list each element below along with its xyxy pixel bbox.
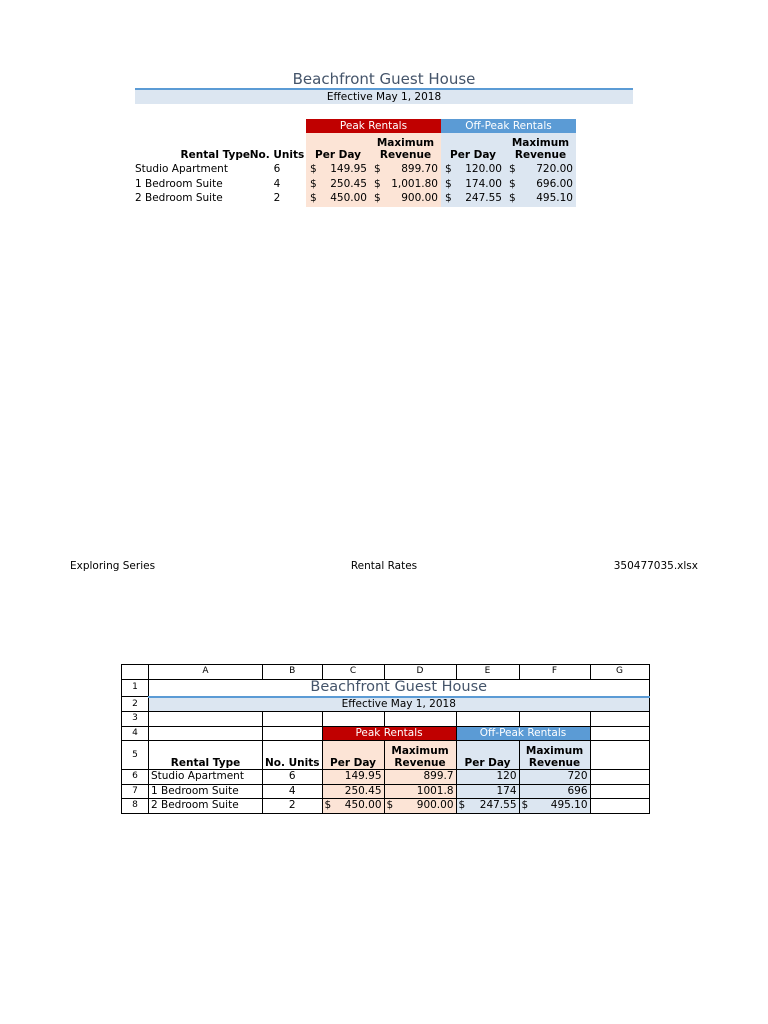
table-row bbox=[135, 191, 576, 206]
rental-type-cell: 2 Bedroom Suite bbox=[135, 192, 223, 204]
grid-rental-type-cell[interactable]: Studio Apartment bbox=[149, 770, 263, 785]
off-day-cell bbox=[441, 177, 505, 192]
currency-sign: $ bbox=[445, 192, 452, 204]
col-header-e[interactable]: E bbox=[456, 665, 519, 680]
value: 450.00 bbox=[330, 192, 367, 204]
value: 900.00 bbox=[416, 799, 454, 812]
grid-row-1 bbox=[122, 679, 650, 697]
spreadsheet-grid bbox=[121, 664, 650, 814]
cell[interactable] bbox=[590, 726, 649, 741]
units-cell: 2 bbox=[273, 192, 281, 204]
header-rental-type: Rental Type bbox=[180, 149, 250, 161]
currency-sign: $ bbox=[310, 192, 317, 204]
row-number[interactable]: 5 bbox=[122, 741, 149, 770]
cell[interactable] bbox=[322, 712, 384, 727]
peak-rentals-band: Peak Rentals bbox=[306, 119, 441, 133]
value: 696.00 bbox=[536, 177, 573, 190]
value: 250.45 bbox=[330, 177, 367, 190]
currency-sign: $ bbox=[374, 192, 381, 204]
grid-row-3 bbox=[122, 712, 650, 727]
grid-title-cell[interactable]: Beachfront Guest House bbox=[149, 679, 650, 697]
grid-row-8 bbox=[122, 799, 650, 814]
grid-header-peak-max-revenue[interactable] bbox=[384, 741, 456, 770]
peak-max-cell bbox=[370, 177, 441, 192]
cell[interactable] bbox=[384, 712, 456, 727]
grid-off-day-cell[interactable]: 120 bbox=[456, 770, 519, 785]
row-number[interactable]: 3 bbox=[122, 712, 149, 727]
grid-off-max-cell[interactable]: 696 bbox=[519, 784, 590, 799]
value: 495.10 bbox=[536, 192, 573, 204]
grid-header-rental-type[interactable]: Rental Type bbox=[149, 741, 263, 770]
header-line2: Revenue bbox=[528, 757, 581, 769]
col-header-g[interactable]: G bbox=[590, 665, 649, 680]
grid-off-max-cell[interactable] bbox=[519, 799, 590, 814]
value: 720.00 bbox=[536, 163, 573, 175]
peak-day-cell bbox=[306, 191, 370, 206]
col-header-a[interactable]: A bbox=[149, 665, 263, 680]
row-number[interactable]: 6 bbox=[122, 770, 149, 785]
currency-sign: $ bbox=[374, 163, 381, 175]
header-off-max-revenue bbox=[505, 137, 576, 161]
units-cell: 6 bbox=[273, 163, 281, 175]
grid-row-6 bbox=[122, 770, 650, 785]
cell[interactable] bbox=[519, 712, 590, 727]
off-max-cell bbox=[505, 177, 576, 192]
column-header-row bbox=[122, 665, 650, 680]
cell[interactable] bbox=[149, 726, 263, 741]
table-row bbox=[135, 177, 576, 192]
header-line1: Maximum bbox=[525, 745, 584, 757]
currency-sign: $ bbox=[310, 163, 317, 175]
header-no-units: No. Units bbox=[249, 149, 305, 161]
grid-row-5 bbox=[122, 741, 650, 770]
grid-offpeak-band[interactable]: Off-Peak Rentals bbox=[456, 726, 590, 741]
grid-peak-day-cell[interactable] bbox=[322, 799, 384, 814]
currency-sign: $ bbox=[445, 177, 452, 190]
rental-type-cell: 1 Bedroom Suite bbox=[135, 177, 223, 190]
value: 899.70 bbox=[401, 163, 438, 175]
cell[interactable] bbox=[456, 712, 519, 727]
grid-subtitle-cell[interactable]: Effective May 1, 2018 bbox=[149, 697, 650, 712]
peak-max-cell bbox=[370, 191, 441, 206]
header-off-max-line1: Maximum bbox=[511, 137, 570, 149]
peak-max-cell bbox=[370, 162, 441, 177]
footer-center: Rental Rates bbox=[350, 560, 418, 572]
col-header-f[interactable]: F bbox=[519, 665, 590, 680]
offpeak-rentals-band: Off-Peak Rentals bbox=[441, 119, 576, 133]
grid-header-peak-per-day[interactable]: Per Day bbox=[322, 741, 384, 770]
grid-rental-type-cell[interactable]: 1 Bedroom Suite bbox=[149, 784, 263, 799]
header-peak-max-line1: Maximum bbox=[376, 137, 435, 149]
currency-sign: $ bbox=[310, 177, 317, 190]
value: 450.00 bbox=[344, 799, 382, 812]
off-max-cell bbox=[505, 191, 576, 206]
grid-off-day-cell[interactable] bbox=[456, 799, 519, 814]
value: 247.55 bbox=[479, 799, 517, 812]
grid-header-off-max-revenue[interactable] bbox=[519, 741, 590, 770]
grid-row-7 bbox=[122, 784, 650, 799]
value: 900.00 bbox=[401, 192, 438, 204]
currency-sign: $ bbox=[386, 799, 394, 812]
currency-sign: $ bbox=[324, 799, 332, 812]
col-header-d[interactable]: D bbox=[384, 665, 456, 680]
grid-peak-max-cell[interactable]: 1001.8 bbox=[384, 784, 456, 799]
header-line2: Revenue bbox=[394, 757, 446, 769]
row-number[interactable]: 2 bbox=[122, 697, 149, 712]
currency-sign: $ bbox=[521, 799, 529, 812]
cell[interactable] bbox=[263, 712, 323, 727]
cell[interactable] bbox=[590, 770, 649, 785]
row-number[interactable]: 4 bbox=[122, 726, 149, 741]
grid-header-off-per-day[interactable]: Per Day bbox=[456, 741, 519, 770]
row-number[interactable]: 1 bbox=[122, 679, 149, 697]
top-data-rows bbox=[135, 162, 576, 206]
header-off-max-line2: Revenue bbox=[514, 149, 567, 161]
cell[interactable] bbox=[590, 712, 649, 727]
currency-sign: $ bbox=[458, 799, 466, 812]
rental-type-cell: Studio Apartment bbox=[135, 163, 228, 175]
grid-peak-max-cell[interactable]: 899.7 bbox=[384, 770, 456, 785]
grid-peak-max-cell[interactable] bbox=[384, 799, 456, 814]
cell[interactable] bbox=[590, 799, 649, 814]
currency-sign: $ bbox=[374, 177, 381, 190]
header-line1: Maximum bbox=[391, 745, 449, 757]
grid-rental-type-cell[interactable]: 2 Bedroom Suite bbox=[149, 799, 263, 814]
value: 1,001.80 bbox=[391, 177, 438, 190]
off-day-cell bbox=[441, 162, 505, 177]
value: 120.00 bbox=[465, 163, 502, 175]
footer-left: Exploring Series bbox=[70, 560, 156, 572]
grid-peak-day-cell[interactable]: 149.95 bbox=[322, 770, 384, 785]
row-number[interactable]: 8 bbox=[122, 799, 149, 814]
grid-units-cell[interactable]: 2 bbox=[263, 799, 323, 814]
grid-row-2 bbox=[122, 697, 650, 712]
off-day-cell bbox=[441, 191, 505, 206]
sheet-title: Beachfront Guest House bbox=[292, 70, 476, 88]
value: 247.55 bbox=[465, 192, 502, 204]
value: 174.00 bbox=[465, 177, 502, 190]
grid-units-cell[interactable]: 4 bbox=[263, 784, 323, 799]
cell[interactable] bbox=[590, 784, 649, 799]
grid-row-4 bbox=[122, 726, 650, 741]
value: 495.10 bbox=[550, 799, 588, 812]
col-header-c[interactable]: C bbox=[322, 665, 384, 680]
header-off-per-day: Per Day bbox=[450, 149, 496, 161]
footer-right: 350477035.xlsx bbox=[613, 560, 698, 572]
value: 149.95 bbox=[330, 163, 367, 175]
units-cell: 4 bbox=[273, 177, 281, 190]
cell[interactable] bbox=[263, 726, 323, 741]
grid-units-cell[interactable]: 6 bbox=[263, 770, 323, 785]
peak-day-cell bbox=[306, 177, 370, 192]
currency-sign: $ bbox=[509, 192, 516, 204]
grid-peak-band[interactable]: Peak Rentals bbox=[322, 726, 456, 741]
header-peak-max-line2: Revenue bbox=[379, 149, 432, 161]
sheet-subtitle: Effective May 1, 2018 bbox=[135, 90, 633, 104]
cell[interactable] bbox=[149, 712, 263, 727]
col-header-b[interactable]: B bbox=[263, 665, 323, 680]
corner-cell[interactable] bbox=[122, 665, 149, 680]
row-number[interactable]: 7 bbox=[122, 784, 149, 799]
currency-sign: $ bbox=[509, 177, 516, 190]
grid-header-no-units[interactable]: No. Units bbox=[263, 741, 323, 770]
header-peak-max-revenue bbox=[370, 137, 441, 161]
header-peak-per-day: Per Day bbox=[315, 149, 361, 161]
grid-off-day-cell[interactable]: 174 bbox=[456, 784, 519, 799]
currency-sign: $ bbox=[509, 163, 516, 175]
currency-sign: $ bbox=[445, 163, 452, 175]
peak-day-cell bbox=[306, 162, 370, 177]
cell[interactable] bbox=[590, 741, 649, 770]
off-max-cell bbox=[505, 162, 576, 177]
grid-peak-day-cell[interactable]: 250.45 bbox=[322, 784, 384, 799]
table-row bbox=[135, 162, 576, 177]
grid-off-max-cell[interactable]: 720 bbox=[519, 770, 590, 785]
